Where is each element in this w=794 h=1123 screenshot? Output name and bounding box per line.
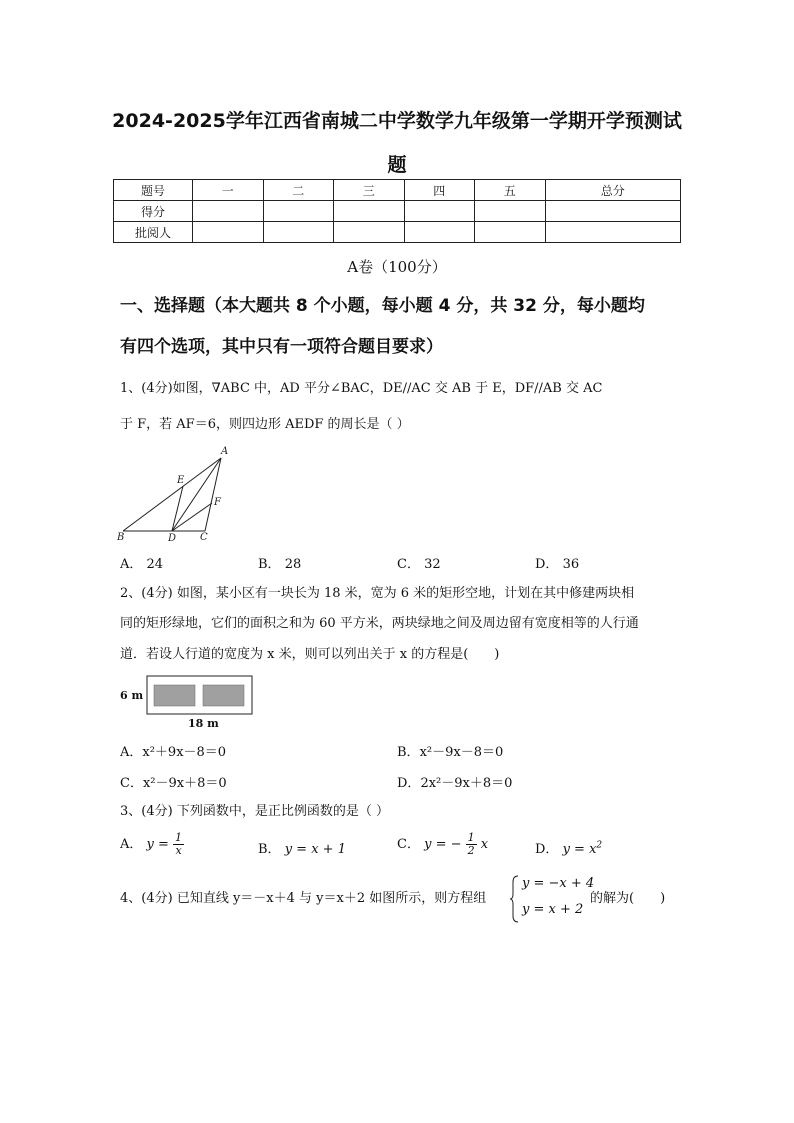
q1-option-d[interactable] [535,553,579,572]
q4-equation-system [510,874,595,924]
option-value: 32 [424,557,441,572]
length-label: 18 m [188,717,219,730]
score-table-header-row [114,180,681,201]
q4-text-before: 4、(4分) 已知直线 y＝－x＋4 与 y＝x＋2 如图所示，则方程组 [120,891,487,906]
option-letter: A． [120,557,143,572]
label-e: E [177,475,185,486]
header-cell: 一 [193,180,264,201]
label-f: F [214,497,221,508]
q3-option-a[interactable] [120,832,184,857]
label-c: C [200,532,208,543]
header-cell: 总分 [545,180,681,201]
q2-option-d[interactable] [397,772,512,791]
label-b: B [117,532,125,543]
label-a: A [221,446,229,457]
reviewer-cell [475,222,546,243]
option-tail: x [480,837,489,852]
reviewer-row [114,222,681,243]
option-letter: D． [535,557,559,572]
green-plot-left [154,685,195,706]
q2-option-c[interactable] [120,772,227,791]
denominator: 2 [467,844,475,857]
score-cell [545,201,681,222]
q1-text-line2: 于 F，若 AF＝6，则四边形 AEDF 的周长是（ ） [120,417,410,432]
header-cell: 三 [334,180,405,201]
score-cell [263,201,334,222]
section-a-heading: A卷（100分） [347,258,447,276]
numerator: 1 [467,831,475,844]
score-row [114,201,681,222]
option-lhs: y = [146,837,169,852]
option-letter: B． [258,842,281,857]
section-1-heading-line2: 有四个选项，其中只有一项符合题目要求） [120,337,443,357]
option-letter: B． [397,745,420,760]
option-letter: B． [258,557,281,572]
option-letter: C． [397,837,420,852]
q1-text-line1: 1、(4分)如图，∇ABC 中，AD 平分∠BAC，DE//AC 交 AB 于 E，DF//AB 交 AC [120,381,603,396]
page-title-line2: 题 [387,154,407,176]
header-cell: 二 [263,180,334,201]
brace-icon [510,874,520,924]
score-cell [475,201,546,222]
option-letter: A． [120,745,143,760]
q4-text-after: 的解为( ) [590,891,666,906]
width-label: 6 m [120,689,144,702]
score-cell [404,201,475,222]
row-label: 得分 [114,201,193,222]
option-letter: A． [120,837,143,852]
reviewer-cell [263,222,334,243]
page-title-line1: 2024-2025学年江西省南城二中学数学九年级第一学期开学预测试 [112,110,682,132]
reviewer-cell [334,222,405,243]
q2-option-b[interactable] [397,741,503,760]
option-value: x²＋9x－8＝0 [142,745,227,760]
q2-text-line3: 道．若设人行道的宽度为 x 米，则可以列出关于 x 的方程是( ) [120,647,500,662]
q3-option-c[interactable] [397,832,488,857]
score-table [113,179,681,243]
header-cell: 四 [404,180,475,201]
section-1-heading-line1: 一、选择题（本大题共 8 个小题，每小题 4 分，共 32 分，每小题均 [120,296,645,316]
option-value: x²－9x－8＝0 [419,745,504,760]
option-expr: y = x + 1 [284,842,346,857]
fraction [466,832,477,857]
row-label: 批阅人 [114,222,193,243]
option-expr: y = x [562,842,597,857]
equation-1: y = −x + 4 [522,876,595,891]
option-letter: C． [397,557,420,572]
q3-text: 3、(4分) 下列函数中，是正比例函数的是（ ） [120,804,389,819]
q1-option-a[interactable] [120,553,163,572]
option-value: 28 [284,557,302,572]
line-ca [205,458,221,531]
reviewer-cell [545,222,681,243]
score-cell [193,201,264,222]
q3-option-d[interactable] [535,838,602,857]
option-letter: D． [397,776,421,791]
header-cell: 五 [475,180,546,201]
denominator: x [175,844,182,857]
numerator: 1 [175,831,183,844]
option-value: x²－9x＋8＝0 [142,776,227,791]
option-value: 24 [146,557,164,572]
exponent: 2 [596,840,603,851]
q2-option-a[interactable] [120,741,226,760]
reviewer-cell [404,222,475,243]
option-value: 36 [562,557,580,572]
q1-triangle-figure [117,443,232,543]
label-d: D [168,533,177,543]
line-ad [172,458,221,531]
q3-option-b[interactable] [258,838,346,857]
q1-option-b[interactable] [258,553,301,572]
header-cell: 题号 [114,180,193,201]
reviewer-cell [193,222,264,243]
fraction [173,832,184,857]
score-cell [334,201,405,222]
option-lhs: y = − [424,837,462,852]
option-value: 2x²－9x＋8＝0 [420,776,513,791]
q2-text-line1: 2、(4分) 如图，某小区有一块长为 18 米，宽为 6 米的矩形空地，计划在其中修建两块相 [120,586,635,601]
q2-text-line2: 同的矩形绿地，它们的面积之和为 60 平方米，两块绿地之间及周边留有宽度相等的人行通 [120,616,639,631]
green-plot-right [203,685,244,706]
option-letter: D． [535,842,559,857]
equation-2: y = x + 2 [522,902,584,917]
q2-rectangle-figure [118,675,258,730]
line-ba [123,458,221,531]
option-letter: C． [120,776,143,791]
q1-option-c[interactable] [397,553,441,572]
